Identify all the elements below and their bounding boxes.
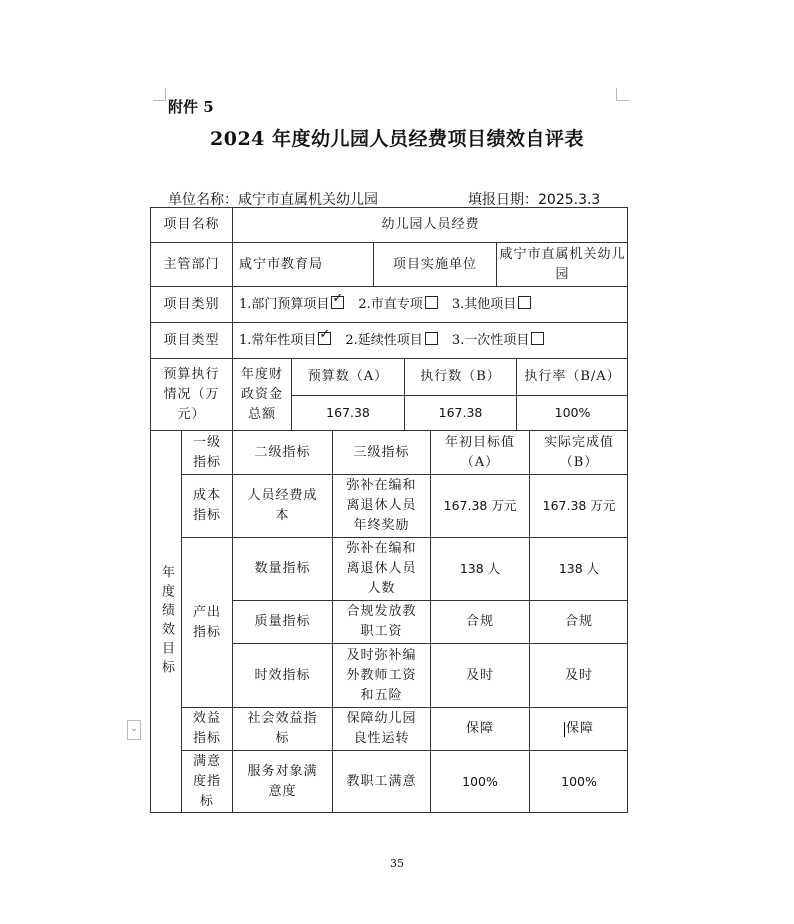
header-level1: 一级指标 [181, 430, 232, 474]
level3-timeliness: 及时弥补编外教师工资和五险 [332, 643, 430, 707]
actual-timeliness: 及时 [529, 643, 628, 707]
budget-head-a: 预算数（A） [291, 358, 404, 395]
dept-value: 咸宁市教育局 [232, 242, 373, 286]
table-right-border [627, 207, 628, 813]
type-label: 项目类型 [150, 322, 232, 358]
fill-date: 填报日期：2025.3.3 [468, 192, 601, 208]
type-option-1[interactable]: 1.常年性项目 ✓ [239, 326, 331, 348]
checkbox[interactable] [518, 296, 531, 309]
evaluation-table [150, 207, 628, 813]
budget-value-b: 167.38 [404, 395, 516, 430]
project-name-value: 幼儿园人员经费 [232, 207, 628, 242]
header-level2: 二级指标 [232, 430, 332, 474]
dept-label: 主管部门 [150, 242, 232, 286]
type-option-3[interactable]: 3.一次性项目 [452, 331, 544, 351]
header-actual: 实际完成值（B） [529, 430, 628, 474]
margin-corner-mark [616, 88, 629, 101]
type-options [232, 322, 628, 358]
target-quality: 合规 [430, 600, 529, 643]
budget-head-rate: 执行率（B/A） [516, 358, 628, 395]
category-options [232, 286, 628, 322]
checkbox[interactable] [531, 332, 544, 345]
header-target: 年初目标值（A） [430, 430, 529, 474]
indicator-group-label: 年度绩效目标 [150, 430, 181, 813]
text-cursor [564, 722, 565, 737]
actual-quality: 合规 [529, 600, 628, 643]
budget-label: 预算执行情况（万元） [150, 358, 232, 430]
actual-benefit: 保障 [565, 721, 594, 736]
actual-cost: 167.38 万元 [529, 474, 628, 537]
target-cost: 167.38 万元 [430, 474, 529, 537]
level1-output: 产出指标 [181, 537, 232, 707]
project-name-label: 项目名称 [150, 207, 232, 242]
target-benefit: 保障 [430, 707, 529, 750]
page-number: 35 [390, 857, 404, 870]
level3-satisfaction: 教职工满意 [332, 750, 430, 813]
budget-sub-label: 年度财政资金总额 [232, 358, 291, 430]
level3-quantity: 弥补在编和离退休人员人数 [332, 537, 430, 600]
checkbox-checked[interactable] [331, 290, 344, 309]
level2-quantity: 数量指标 [232, 537, 332, 600]
target-timeliness: 及时 [430, 643, 529, 707]
level2-satisfaction: 服务对象满意度 [232, 750, 332, 813]
budget-rate: 100% [516, 395, 628, 430]
budget-head-b: 执行数（B） [404, 358, 516, 395]
level2-cost: 人员经费成本 [232, 474, 332, 537]
table-bottom-border [150, 812, 628, 813]
document-title: 2024 年度幼儿园人员经费项目绩效自评表 [210, 128, 584, 150]
type-option-2[interactable]: 2.延续性项目 [345, 331, 437, 351]
level2-quality: 质量指标 [232, 600, 332, 643]
level3-cost: 弥补在编和离退休人员年终奖励 [332, 474, 430, 537]
checkbox-checked[interactable] [318, 326, 331, 345]
level1-satisfaction: 满意度指标 [181, 750, 232, 813]
header-level3: 三级指标 [332, 430, 430, 474]
checkbox[interactable] [425, 332, 438, 345]
impl-unit-value: 咸宁市直属机关幼儿园 [496, 242, 628, 286]
category-label: 项目类别 [150, 286, 232, 322]
target-quantity: 138 人 [430, 537, 529, 600]
level1-cost: 成本指标 [181, 474, 232, 537]
attachment-label: 附件 5 [168, 98, 214, 116]
actual-quantity: 138 人 [529, 537, 628, 600]
level1-benefit: 效益指标 [181, 707, 232, 750]
impl-unit-label: 项目实施单位 [373, 242, 496, 286]
target-satisfaction: 100% [430, 750, 529, 813]
check-mark-icon: ✓ [319, 326, 331, 342]
margin-corner-mark [153, 88, 166, 101]
level3-benefit: 保障幼儿园良性运转 [332, 707, 430, 750]
category-option-2[interactable]: 2.市直专项 [358, 295, 437, 315]
budget-value-a: 167.38 [291, 395, 404, 430]
unit-name: 单位名称：咸宁市直属机关幼儿园 [168, 192, 378, 208]
level3-quality: 合规发放教职工资 [332, 600, 430, 643]
category-option-1[interactable]: 1.部门预算项目 ✓ [239, 290, 344, 312]
actual-satisfaction: 100% [529, 750, 628, 813]
checkbox[interactable] [425, 296, 438, 309]
level2-timeliness: 时效指标 [232, 643, 332, 707]
actual-benefit-cell[interactable] [529, 707, 628, 750]
level2-benefit: 社会效益指标 [232, 707, 332, 750]
check-mark-icon: ✓ [332, 290, 344, 306]
category-option-3[interactable]: 3.其他项目 [452, 295, 531, 315]
expand-toggle-icon[interactable]: ⌄ [127, 720, 141, 740]
